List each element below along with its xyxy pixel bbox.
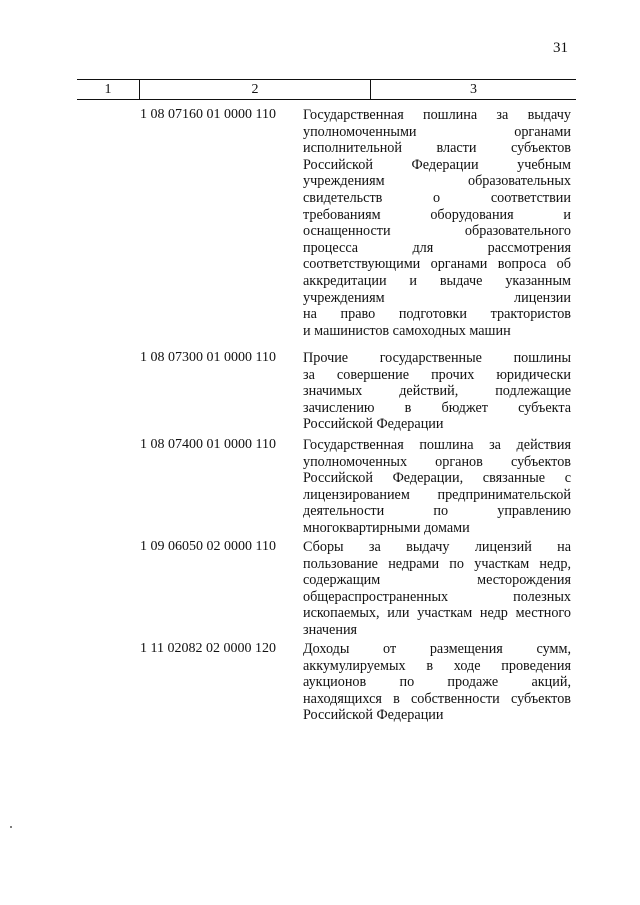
description-line: аукционов по продаже акций, <box>303 674 571 691</box>
revenue-description <box>303 350 571 433</box>
description-line: пользование недрами по участкам недр, <box>303 555 571 572</box>
description-line: процесса для рассмотрения <box>303 239 571 256</box>
description-line: учреждениям лицензии <box>303 289 571 306</box>
description-line: Российской Федерации <box>303 707 444 724</box>
table-header-col-3: 3 <box>470 82 477 97</box>
description-line: оснащенности образовательного <box>303 223 571 240</box>
description-line: уполномоченными органами <box>303 123 571 140</box>
description-line: находящихся в собственности субъектов <box>303 690 571 707</box>
description-line: Доходы от размещения сумм, <box>303 641 571 657</box>
revenue-code: 1 09 06050 02 0000 110 <box>140 539 276 554</box>
description-line: Государственная пошлина за действия <box>303 437 571 453</box>
page-number: 31 <box>553 40 568 56</box>
revenue-code: 1 11 02082 02 0000 120 <box>140 641 276 656</box>
description-line: Государственная пошлина за выдачу <box>303 107 571 123</box>
revenue-code: 1 08 07400 01 0000 110 <box>140 437 276 452</box>
scan-speck <box>10 826 12 828</box>
description-line: свидетельств о соответствии <box>303 189 571 206</box>
revenue-description <box>303 539 571 639</box>
description-line: ископаемых, или участкам недр местного <box>303 605 571 622</box>
description-line: Российской Федерации учебным <box>303 156 571 173</box>
description-line: аккредитации и выдаче указанным <box>303 272 571 289</box>
description-line: деятельности по управлению <box>303 503 571 520</box>
description-line: значимых действий, подлежащие <box>303 383 571 400</box>
revenue-code: 1 08 07300 01 0000 110 <box>140 350 276 365</box>
description-line: исполнительной власти субъектов <box>303 140 571 157</box>
description-line: лицензированием предпринимательской <box>303 486 571 503</box>
description-line: соответствующими органами вопроса об <box>303 256 571 273</box>
description-line: многоквартирными домами <box>303 519 470 536</box>
description-line: Российской Федерации, связанные с <box>303 470 571 487</box>
description-line: уполномоченных органов субъектов <box>303 453 571 470</box>
description-line: на право подготовки трактористов <box>303 306 571 323</box>
description-line: Сборы за выдачу лицензий на <box>303 539 571 555</box>
description-line: учреждениям образовательных <box>303 173 571 190</box>
description-line: общераспространенных полезных <box>303 588 571 605</box>
revenue-description <box>303 641 571 724</box>
description-line: Российской Федерации <box>303 416 444 433</box>
description-line: аккумулируемых в ходе проведения <box>303 657 571 674</box>
description-line: Прочие государственные пошлины <box>303 350 571 366</box>
description-line: содержащим месторождения <box>303 572 571 589</box>
revenue-description <box>303 437 571 537</box>
description-line: значения <box>303 621 358 638</box>
description-line: зачислению в бюджет субъекта <box>303 399 571 416</box>
table-header-col-1: 1 <box>77 80 140 99</box>
table-header-row <box>77 79 576 100</box>
revenue-code: 1 08 07160 01 0000 110 <box>140 107 276 122</box>
description-line: за совершение прочих юридически <box>303 366 571 383</box>
description-line: и машинистов самоходных машин <box>303 322 511 339</box>
description-line: требованиям оборудования и <box>303 206 571 223</box>
table-header-col-2: 2 <box>140 80 371 99</box>
revenue-description <box>303 107 571 339</box>
